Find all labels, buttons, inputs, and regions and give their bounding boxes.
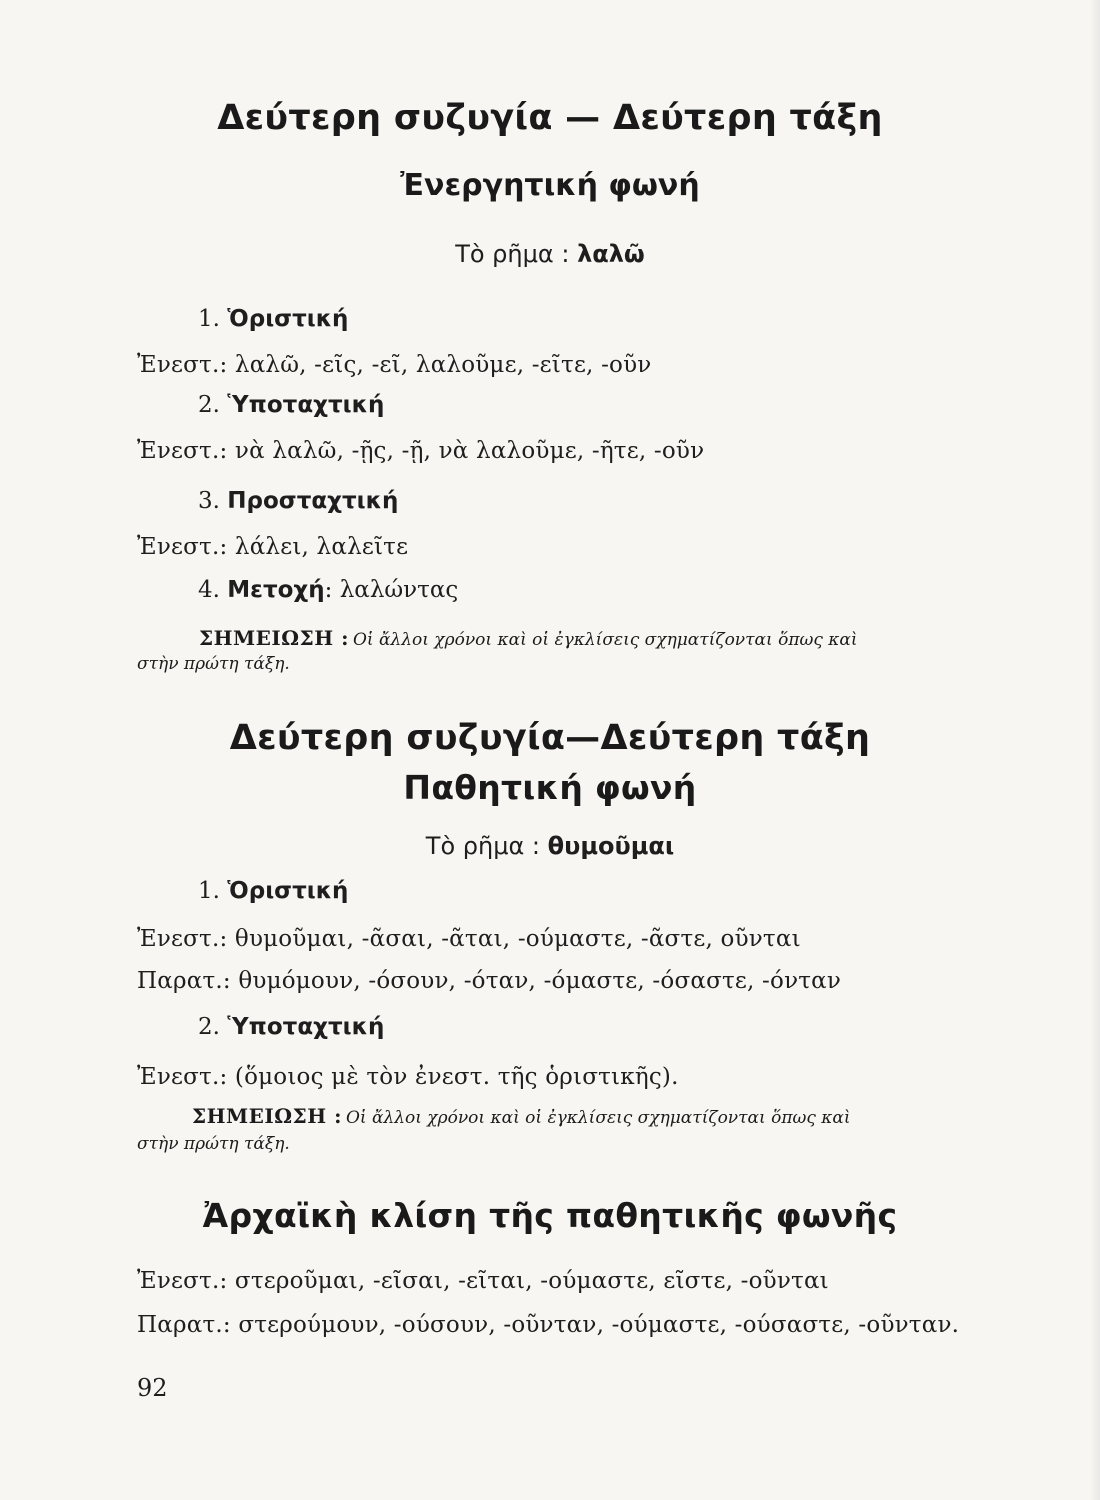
page-number: 92	[137, 1374, 168, 1402]
mood-heading-3	[198, 488, 398, 514]
note-text: Οἱ ἄλλοι χρόνοι καὶ οἱ ἐγκλίσεις σχηματίζονται ὅπως καὶ	[352, 630, 858, 650]
conjugation-row: Ἐνεστ.: (ὅμοιος μὲ τὸν ἐνεστ. τῆς ὁριστικῆς).	[137, 1064, 679, 1090]
mood-number: 2.	[198, 392, 220, 418]
mood-heading-4: 4. Μετοχή: λαλώντας	[198, 577, 459, 603]
mood-heading-1	[198, 878, 348, 904]
mood-name: Ὁριστική	[227, 878, 349, 904]
mood-name: Ὑποταχτική	[227, 392, 385, 418]
mood-name: Ὑποταχτική	[227, 1014, 385, 1040]
conjugation-row-present: Ἐνεστ.: θυμοῦμαι, -ᾶσαι, -ᾶται, -ούμαστε, -ᾶστε, οῦνται	[137, 926, 801, 952]
mood-name: Ὁριστική	[227, 306, 349, 332]
mood-number: 3.	[198, 488, 220, 514]
mood-heading-1	[198, 306, 348, 332]
mood-number: 1.	[198, 878, 220, 904]
conjugation-row: Ἐνεστ.: λάλει, λαλεῖτε	[137, 534, 409, 560]
verb-lalo: λαλῶ	[577, 240, 645, 268]
section2-verb-line	[0, 832, 1100, 860]
section1-verb-line	[0, 240, 1100, 268]
note-text: Οἱ ἄλλοι χρόνοι καὶ οἱ ἐγκλίσεις σχηματίζονται ὅπως καὶ	[345, 1108, 851, 1128]
note-text-continued: στὴν πρώτη τάξη.	[137, 1134, 290, 1154]
mood-heading-2	[198, 1014, 384, 1040]
section1-voice-heading: Ἐνεργητική φωνή	[400, 168, 700, 203]
section3-title: Ἀρχαϊκὴ κλίση τῆς παθητικῆς φωνῆς	[202, 1196, 898, 1235]
note-block	[137, 626, 975, 674]
participle-form: λαλώντας	[339, 577, 459, 603]
note-text-continued: στὴν πρώτη τάξη.	[137, 654, 290, 674]
mood-heading-2	[198, 392, 384, 418]
note-label: ΣΗΜΕΙΩΣΗ :	[199, 626, 349, 650]
verb-prefix: Τὸ ρῆμα :	[425, 832, 541, 860]
conjugation-row-imperfect: Παρατ.: θυμόμουν, -όσουν, -όταν, -όμαστε, -όσαστε, -όνταν	[137, 968, 842, 994]
section1-title: Δεύτερη συζυγία — Δεύτερη τάξη	[217, 98, 883, 138]
section2-voice-heading: Παθητική φωνή	[403, 768, 697, 807]
verb-thymoumai: θυμοῦμαι	[547, 832, 675, 860]
mood-name: Μετοχή	[227, 577, 325, 603]
note-block	[137, 1104, 975, 1154]
note-label: ΣΗΜΕΙΩΣΗ :	[192, 1104, 342, 1128]
conjugation-row: Ἐνεστ.: λαλῶ, -εῖς, -εῖ, λαλοῦμε, -εῖτε, -οῦν	[137, 352, 652, 378]
verb-prefix: Τὸ ρῆμα :	[455, 240, 570, 268]
archaic-imperfect-row: Παρατ.: στερούμουν, -ούσουν, -οῦνταν, -ούμαστε, -ούσαστε, -οῦνταν.	[137, 1312, 960, 1338]
mood-name: Προσταχτική	[227, 488, 399, 514]
section2-title: Δεύτερη συζυγία—Δεύτερη τάξη	[229, 718, 871, 758]
mood-number: 2.	[198, 1014, 220, 1040]
archaic-present-row: Ἐνεστ.: στεροῦμαι, -εῖσαι, -εῖται, -ούμαστε, εῖστε, -οῦνται	[137, 1268, 829, 1294]
mood-number: 1.	[198, 306, 220, 332]
mood-number: 4.	[198, 577, 220, 603]
conjugation-row: Ἐνεστ.: νὰ λαλῶ, -ῇς, -ῇ, νὰ λαλοῦμε, -ῆτε, -οῦν	[137, 438, 705, 464]
